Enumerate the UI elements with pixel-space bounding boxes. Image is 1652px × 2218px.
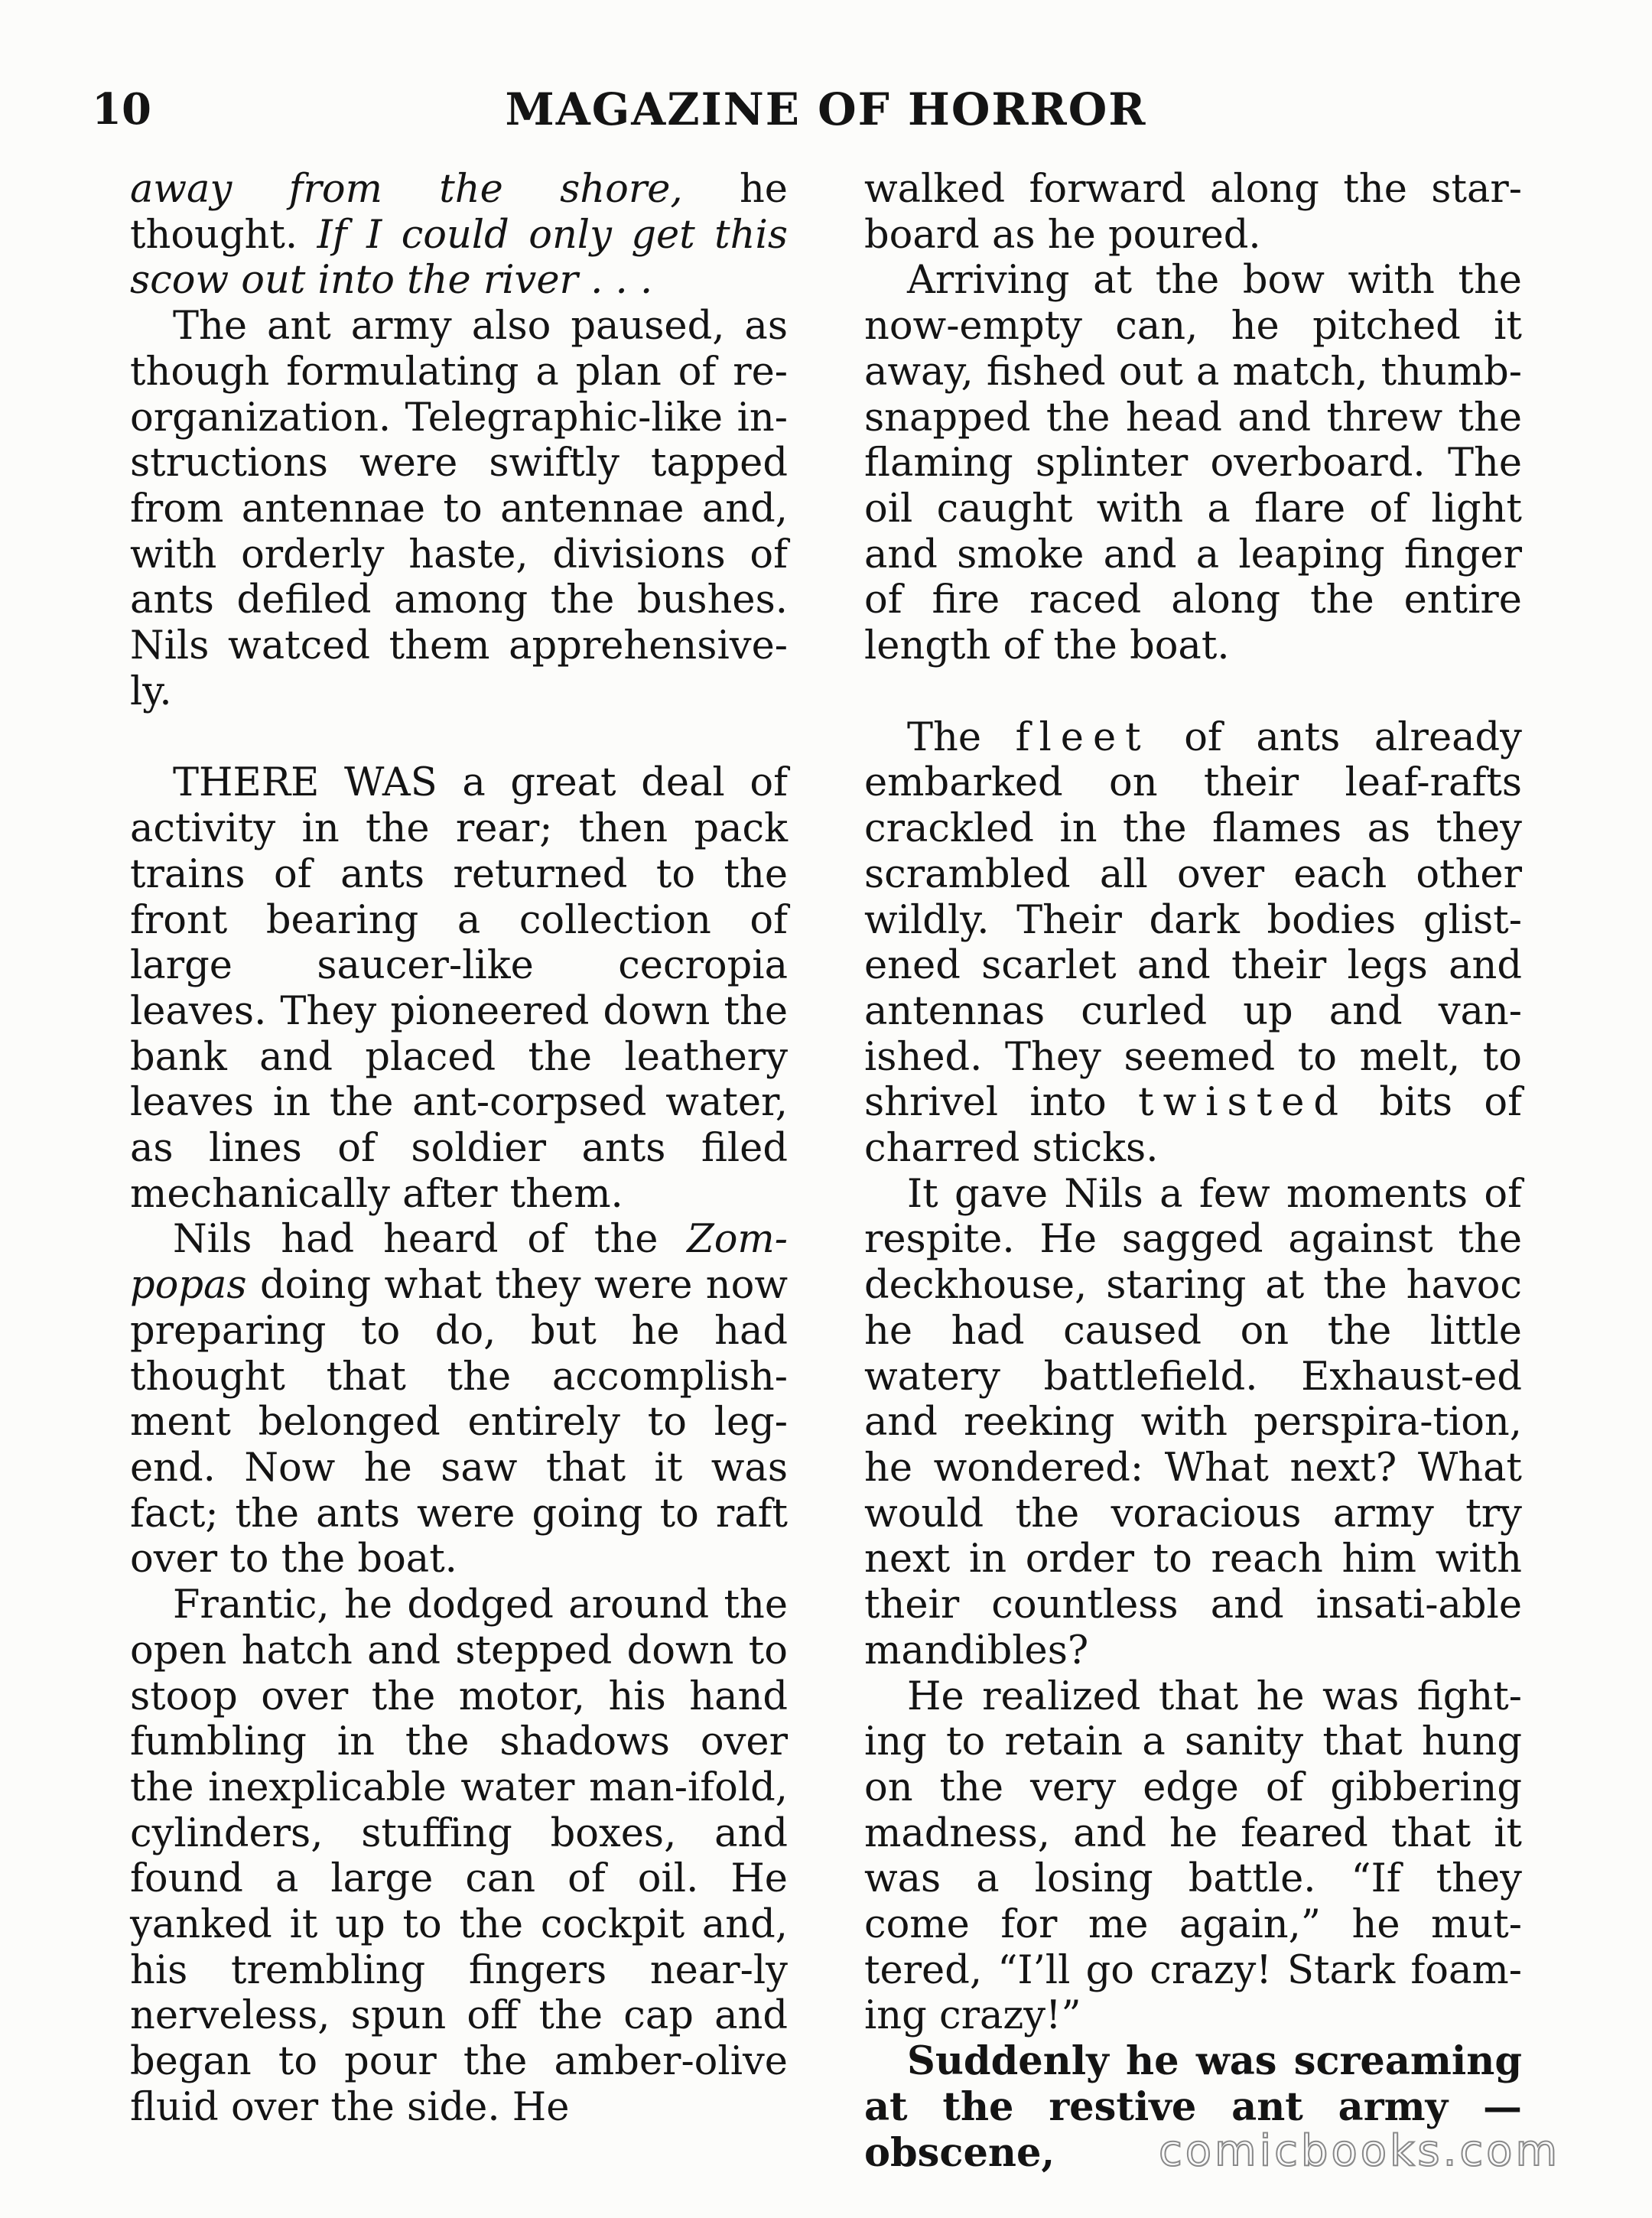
text: bits of charred sticks. (864, 1080, 1522, 1172)
paragraph (130, 1217, 788, 1582)
text: The (907, 714, 1016, 760)
watermark: comicbooks.com (1158, 2126, 1560, 2176)
right-column (864, 167, 1522, 2176)
paragraph (864, 715, 1522, 1172)
spaced-text: twisted (1138, 1080, 1348, 1126)
text: doing what they were now preparing to do, but he had thought that the accomplish-ment belonged entirely to leg-end. Now he saw that it was fact; the ants were going to raft over to the boat. (130, 1263, 788, 1582)
running-title: MAGAZINE OF HORROR (505, 83, 1147, 135)
paragraph: The ant army also paused, as though formulating a plan of re-organization. Telegraphic-like in-structions were swiftly tapped from antennae to antennae and, with orderly haste, divisions of ants defiled among the bushes. Nils watced them apprehensive-ly. (130, 304, 788, 714)
italic-text: If I could only get this scow out into the river . . . (130, 212, 788, 304)
paragraph (130, 167, 788, 304)
paragraph: Arriving at the bow with the now-empty can, he pitched it away, fished out a match, thumb-snapped the head and threw the flaming splinter overboard. The oil caught with a flare of light and smoke and a leaping finger of fire raced along the entire length of the boat. (864, 258, 1522, 669)
italic-text: Zom-popas (130, 1217, 788, 1309)
paragraph: THERE WAS a great deal of activity in the rear; then pack trains of ants returned to the front bearing a collection of large saucer-like cecropia leaves. They pioneered down the bank and placed the leathery leaves in the ant-corpsed water, as lines of soldier ants filed mechanically after them. (130, 760, 788, 1217)
page-number: 10 (92, 84, 151, 135)
page-header (0, 75, 1652, 144)
italic-text: away from the shore, (130, 167, 683, 212)
text: he thought. (130, 167, 788, 258)
paragraph: walked forward along the star-board as he poured. (864, 167, 1522, 258)
text: of ants already embarked on their leaf-rafts crackled in the flames as they scrambled all over each other wildly. Their dark bodies glist-ened scarlet and their legs and antennas curled up and van-ished. They seemed to melt, to shrivel into (864, 714, 1522, 1126)
paragraph: Frantic, he dodged around the open hatch and stepped down to stoop over the motor, his hand fumbling in the shadows over the inexplicable water man-ifold, cylinders, stuffing boxes, and found a large can of oil. He yanked it up to the cockpit and, his trembling fingers near-ly nerveless, spun off the cap and began to pour the amber-olive fluid over the side. He (130, 1582, 788, 2130)
paragraph: He realized that he was fight-ing to retain a sanity that hung on the very edge of gibbering madness, and he feared that it was a losing battle. “If they come for me again,” he mut-tered, “I’ll go crazy! Stark foam-ing crazy!” (864, 1673, 1522, 2039)
paragraph: It gave Nils a few moments of respite. He sagged against the deckhouse, staring at the havoc he had caused on the little watery battlefield. Exhaust-ed and reeking with perspira-tion, he wondered: What next? What would the voracious army try next in order to reach him with their countless and insati-able mandibles? (864, 1171, 1522, 1673)
spaced-text: fleet (1015, 714, 1150, 760)
paragraph: Suddenly he was screaming at the restive ant army — obscene, (864, 2038, 1522, 2176)
text: Nils had heard of the (173, 1217, 688, 1263)
left-column (130, 167, 788, 2131)
